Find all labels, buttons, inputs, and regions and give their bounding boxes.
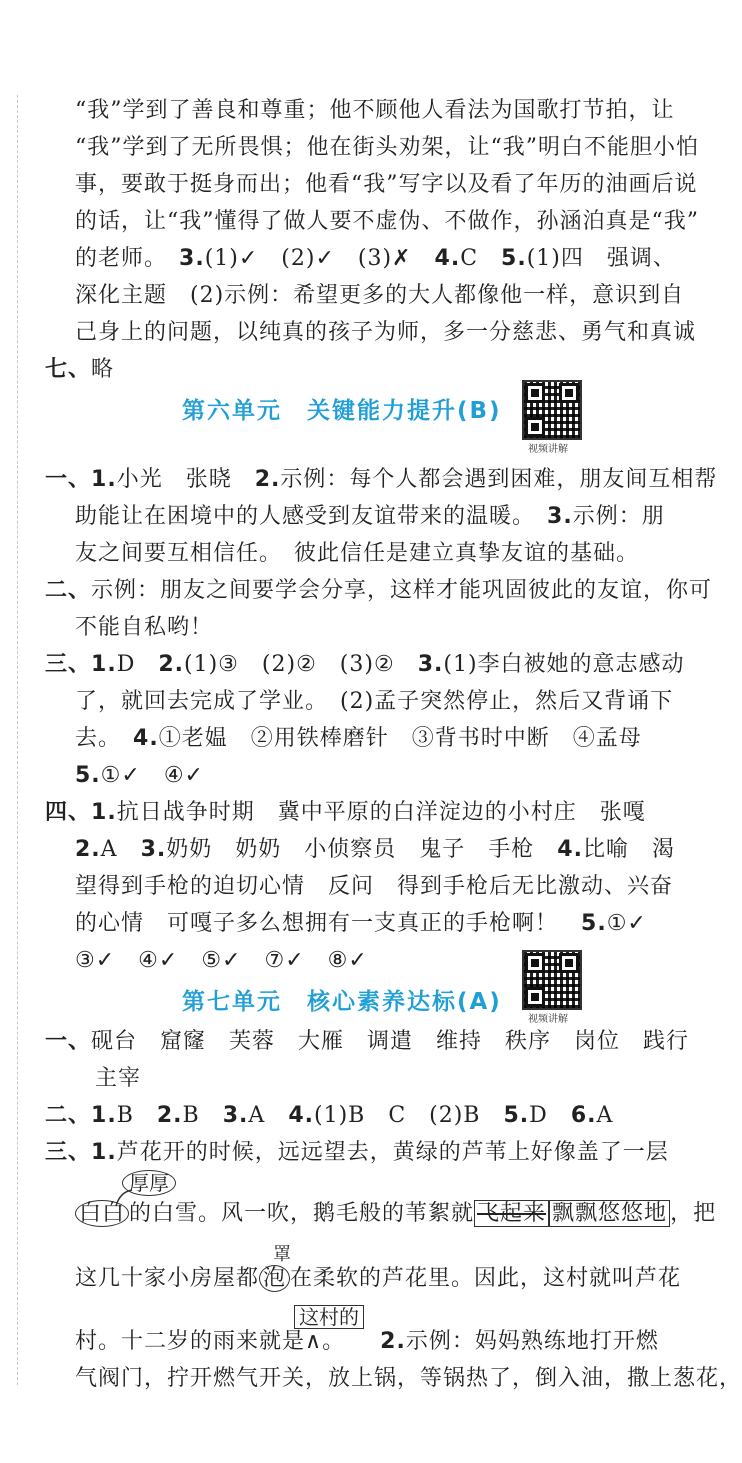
u6-s3-line2: 了，就回去完成了学业。 (2)孟子突然停止，然后又背诵下 <box>75 689 674 714</box>
u7-s3-line4: 村。十二岁的雨来就是∧。 2.示例：妈妈熟练地打开燃 <box>75 1329 659 1354</box>
page-margin-line <box>17 95 18 1385</box>
u6-s2-line1: 二、示例：朋友之间要学会分享，这样才能巩固彼此的友谊，你可 <box>45 578 713 603</box>
text-line: 深化主题 (2)示例：希望更多的大人都像他一样，意识到自 <box>75 283 685 308</box>
u6-s1-line3: 友之间要互相信任。 彼此信任是建立真挚友谊的基础。 <box>75 541 640 566</box>
u6-s4-line1: 四、1.抗日战争时期 冀中平原的白洋淀边的小村庄 张嘎 <box>45 800 646 825</box>
u6-s4-line2: 2.A 3.奶奶 奶奶 小侦察员 鬼子 手枪 4.比喻 渴 <box>75 837 675 862</box>
u6-s1-line1: 一、1.小光 张晓 2.示例：每个人都会遇到困难，朋友间互相帮 <box>45 467 718 492</box>
text-line: 的老师。 3.(1)✓ (2)✓ (3)✗ 4.C 5.(1)四 强调、 <box>75 246 676 271</box>
text-line: 己身上的问题，以纯真的孩子为师，多一分慈悲、勇气和真诚 <box>75 320 697 345</box>
unit-six-heading: 第六单元 关键能力提升(B) <box>182 398 502 424</box>
correction-note: 罩 <box>273 1244 291 1265</box>
u6-s3-line1: 三、1.D 2.(1)③ (2)② (3)② 3.(1)李白被她的意志感动 <box>45 652 685 677</box>
u6-s2-line2: 不能自私哟！ <box>75 615 214 640</box>
section-seven: 七、略 <box>45 357 115 382</box>
text-line: “我”学到了善良和尊重；他不顾他人看法为国歌打节拍，让 <box>75 98 675 123</box>
unit-seven-heading: 第七单元 核心素养达标(A) <box>182 989 502 1015</box>
qr-code-icon[interactable] <box>522 950 582 1010</box>
u7-s3-line5: 气阀门，拧开燃气开关，放上锅，等锅热了，倒入油，撒上葱花， <box>75 1366 742 1391</box>
u6-s4-line3: 望得到手枪的迫切心情 反问 得到手枪后无比激动、兴奋 <box>75 874 674 899</box>
u7-s1-line2: 主宰 <box>95 1066 142 1091</box>
u6-s1-line2: 助能让在困境中的人感受到友谊带来的温暖。 3.示例：朋 <box>75 504 665 529</box>
correction-note: 厚厚 <box>122 1170 176 1196</box>
u6-s4-line5: ③✓ ④✓ ⑤✓ ⑦✓ ⑧✓ <box>75 948 368 973</box>
text-line: “我”学到了无所畏惧；他在街头劝架，让“我”明白不能胆小怕 <box>75 135 699 160</box>
qr-code-icon[interactable] <box>522 380 582 440</box>
u6-s3-line3: 去。 4.①老媪 ②用铁棒磨针 ③背书时中断 ④孟母 <box>75 726 642 751</box>
u6-s4-line4: 的心情 可嘎子多么想拥有一支真正的手枪啊！ 5.①✓ <box>75 911 647 936</box>
text-line: 的话，让“我”懂得了做人要不虚伪、不做作，孙涵泊真是“我” <box>75 209 699 234</box>
qr-caption: 视频讲解 <box>528 1014 568 1025</box>
u7-s3-line1: 三、1.芦花开的时候，远远望去，黄绿的芦苇上好像盖了一层 <box>45 1140 669 1165</box>
u6-s3-line4: 5.①✓ ④✓ <box>75 763 204 788</box>
u7-s1-line1: 一、砚台 窟窿 芙蓉 大雁 调遣 维持 秩序 岗位 践行 <box>45 1029 690 1054</box>
u7-s3-line3: 这几十家小房屋都 泡 在柔软的芦花里。因此，这村就叫芦花 <box>75 1266 682 1291</box>
u7-s2-line1: 二、1.B 2.B 3.A 4.(1)B C (2)B 5.D 6.A <box>45 1103 614 1128</box>
insertion-note: 这村的 <box>294 1305 364 1329</box>
qr-caption: 视频讲解 <box>528 444 568 455</box>
u7-s3-line2: 白白 的白雪。风一吹，鹅毛般的苇絮就 飞起来 飘飘悠悠地 ，把 <box>75 1199 716 1229</box>
text-line: 事，要敢于挺身而出；他看“我”写字以及看了年历的油画后说 <box>75 172 698 197</box>
